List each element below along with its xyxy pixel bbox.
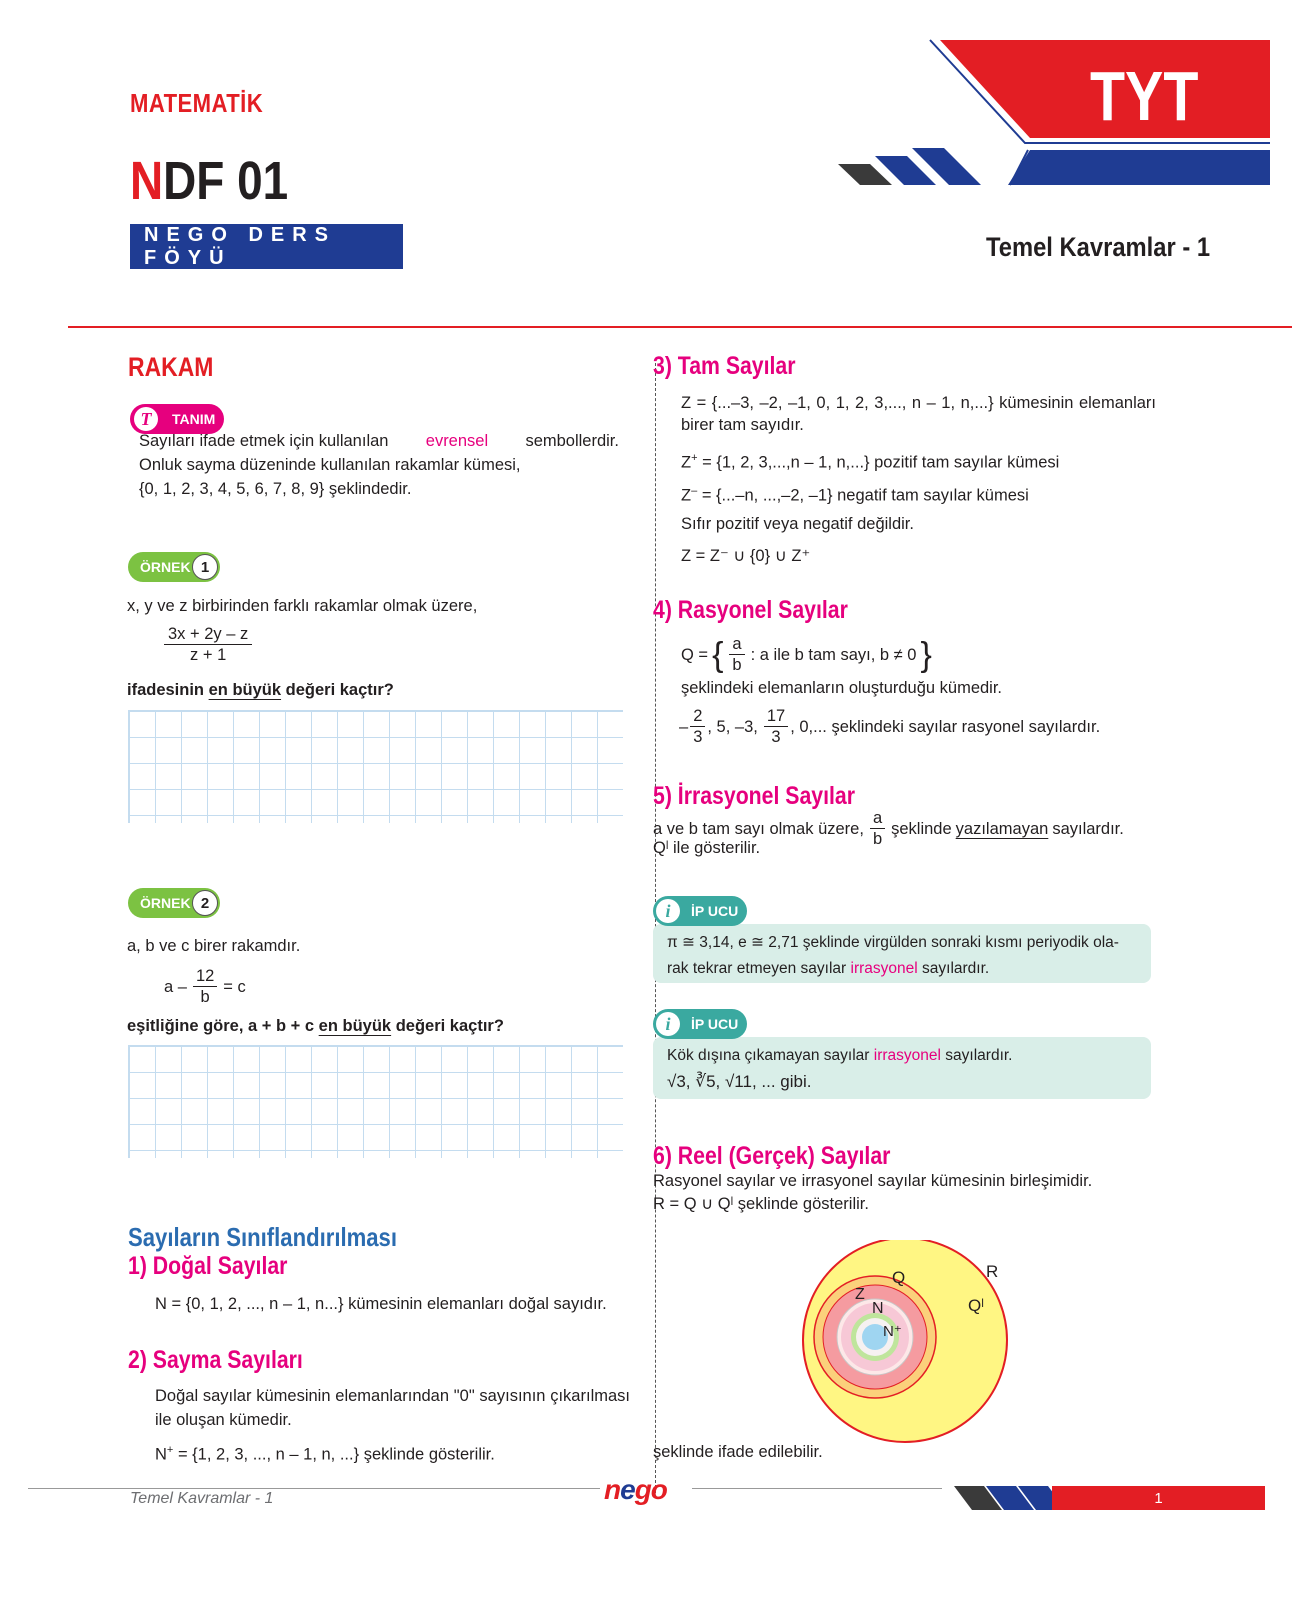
ornek-2-label: ÖRNEK [140,895,191,911]
tam-union: Z = Z⁻ ∪ {0} ∪ Z⁺ [681,547,811,565]
logo-part-2: e [620,1474,635,1505]
tip-1-line1: π ≅ 3,14, e ≅ 2,71 şeklinde virgülden sonraki kısmı periyodik ola- [667,934,1119,951]
ras-num: a [729,634,744,655]
venn-label-q: Q [892,1268,906,1287]
ras-ex-f1d: 3 [693,728,703,746]
rasyonel-line2: şeklindeki elemanların oluşturduğu kümedir. [681,679,1003,697]
ornek-1-numerator: 3x + 2y – z [164,624,252,645]
ornek-1-solution-grid[interactable] [128,710,623,823]
ras-ex-frac-2 [764,706,788,747]
ras-ex-prefix: – [679,717,689,736]
venn-label-n: N [872,1300,884,1317]
footer-stripes [950,1482,1060,1512]
ornek-1-number: 1 [192,554,218,580]
ornek-1-q1: ifadesinin [127,681,205,699]
tam-definition: Z = {...–3, –2, –1, 0, 1, 2, 3,..., n – 1, n,...} kümesinin elemanları birer tam sayıdır. [681,394,1156,434]
ornek-2-question [127,1014,504,1038]
ornek-1-pill [128,552,220,582]
ornek-2-frac [193,966,217,1007]
ornek-1-fraction [162,624,254,665]
tanim-text [139,429,619,501]
tip-2-text1: Kök dışına çıkamayan sayılar [667,1047,870,1064]
tip-2-label: İP UCU [691,1016,739,1032]
irr-frac [870,808,885,849]
tip-2-highlight: irrasyonel [873,1047,941,1064]
rasyonel-examples [679,706,1100,747]
tam-title: 3) Tam Sayılar [653,352,796,380]
reel-title: 6) Reel (Gerçek) Sayılar [653,1142,891,1170]
ornek-1-intro: x, y ve z birbirinden farklı rakamlar olmak üzere, [127,597,478,615]
classification-title: Sayıların Sınıflandırılması [128,1222,397,1252]
rasyonel-title: 4) Rasyonel Sayılar [653,596,848,624]
tip-1-line2 [667,956,1137,982]
topic-title: Temel Kavramlar - 1 [986,232,1211,262]
reel-line2: R = Q ∪ Qˡ şeklinde gösterilir. [653,1195,869,1213]
logo-part-1: n [604,1474,621,1505]
tip-2-text2: sayılardır. [945,1047,1013,1064]
info-icon: i [656,899,680,923]
sayma-set: N+ = {1, 2, 3, ..., n – 1, n, ...} şeklinde gösterilir. [155,1444,495,1464]
ornek-2-pill [128,888,220,918]
sayma-set-lhs: N [155,1445,167,1464]
irr-ul: yazılamayan [955,819,1049,838]
rasyonel-set [681,634,932,675]
irr-t2: şeklinde [891,819,952,838]
tam-neg-lhs: Z [681,486,692,505]
tanim-label: TANIM [172,411,216,427]
venn-label-z: Z [855,1286,865,1303]
document-code [130,150,288,212]
tip-2-pill [653,1009,747,1039]
dogal-title: 1) Doğal Sayılar [128,1252,288,1280]
nego-logo [604,1474,667,1506]
right-brace: } [920,635,932,674]
tyt-header-graphic [830,38,1270,188]
tanim-line1 [139,429,619,453]
irr-den: b [872,830,883,848]
tanim-icon: T [134,407,158,431]
navy-stripe [1008,150,1270,185]
venn-label-nplus: N⁺ [883,1323,902,1340]
subject-title: MATEMATİK [130,88,264,118]
ras-ex-f2n: 17 [764,706,788,727]
tam-zero-note: Sıfır pozitif veya negatif değildir. [681,515,914,533]
tam-pos-rhs: = {1, 2, 3,...,n – 1, n,...} pozitif tam sayılar kümesi [702,453,1060,472]
code-rest: DF 01 [163,151,289,211]
ornek-1-question [127,678,394,702]
ornek-1-q3: değeri kaçtır? [285,681,394,699]
footer-topic: Temel Kavramlar - 1 [130,1490,274,1507]
tam-neg-rhs: = {...–n, ...,–2, –1} negatif tam sayılar kümesi [701,486,1029,505]
tip-2-roots: √3, ∛5, √11, ... gibi. [667,1072,812,1091]
ras-q-lhs: Q = [681,645,709,664]
ornek-1-label: ÖRNEK [140,559,191,575]
stripe-1 [838,164,892,185]
tam-negative: Z– = {...–n, ...,–2, –1} negatif tam sayılar kümesi [681,485,1029,505]
tip-1-text3: sayılardır. [922,960,990,977]
ras-frac [729,634,744,675]
ornek-2-solution-grid[interactable] [128,1045,623,1158]
tip-1-highlight: irrasyonel [850,960,918,977]
header-divider [68,326,1292,328]
ornek-2-denominator: b [200,988,210,1006]
ras-ex-f1n: 2 [690,706,705,727]
ras-ex-mid: , 5, –3, [707,717,758,736]
ras-ex-f2d: 3 [771,728,781,746]
reel-line1: Rasyonel sayılar ve irrasyonel sayılar kümesinin birleşimidir. [653,1172,1093,1190]
ornek-1-denominator: z + 1 [190,646,227,664]
ornek-2-equation [164,966,246,1007]
dogal-text: N = {0, 1, 2, ..., n – 1, n...} kümesinin elemanları doğal sayıdır. [155,1295,607,1313]
ornek-2-eq-c: = c [223,977,246,996]
rakam-title: RAKAM [128,352,214,382]
tip-1-box [653,924,1151,983]
tanim-text-2: sembollerdir. [525,432,619,450]
page-number: 1 [1052,1486,1265,1510]
tanim-line2: Onluk sayma düzeninde kullanılan rakamlar kümesi, [139,456,521,474]
tam-positive: Z+ = {1, 2, 3,...,n – 1, n,...} pozitif tam sayılar kümesi [681,452,1060,472]
ornek-1-q2: en büyük [208,681,282,699]
ras-ex-tail: , 0,... şeklindeki sayılar rasyonel sayılardır. [790,717,1101,736]
exam-label: TYT [1090,57,1199,135]
tanim-highlight: evrensel [425,432,489,450]
sayma-text: Doğal sayılar kümesinin elemanlarından "0" sayısının çıkarılması ile oluşan kümedir. [155,1387,630,1429]
venn-label-q-irr: Qˡ [968,1296,984,1315]
irr-t1: a ve b tam sayı olmak üzere, [653,819,864,838]
irrasyonel-title: 5) İrrasyonel Sayılar [653,782,855,810]
sayma-set-rhs: = {1, 2, 3, ..., n – 1, n, ...} şeklinde gösterilir. [177,1445,495,1464]
logo-part-3: go [634,1474,667,1505]
footer-line-right [692,1488,942,1489]
ornek-2-intro: a, b ve c birer rakamdır. [127,937,301,955]
tip-2-line1 [667,1043,1137,1069]
ornek-2-q2: en büyük [318,1017,392,1035]
footer-line-left [28,1488,600,1489]
tip-2-box [653,1037,1151,1099]
tanim-text-1: Sayıları ifade etmek için kullanılan [139,432,389,450]
code-first-letter: N [130,151,164,211]
tanim-line3: {0, 1, 2, 3, 4, 5, 6, 7, 8, 9} şeklindedir. [139,480,412,498]
ornek-2-q1: eşitliğine göre, a + b + c [127,1017,315,1035]
ornek-2-q3: değeri kaçtır? [395,1017,504,1035]
ras-ex-frac-1 [690,706,705,747]
series-banner: NEGO DERS FÖYÜ [130,224,403,269]
ornek-2-eq-a: a – [164,977,187,996]
ras-den: b [732,656,742,674]
tip-1-label: İP UCU [691,903,739,919]
ornek-1-frac [164,624,252,665]
ornek-2-numerator: 12 [193,966,217,987]
tam-pos-lhs: Z [681,453,692,472]
venn-caption: şeklinde ifade edilebilir. [653,1443,823,1461]
irrasyonel-line2: Qˡ ile gösterilir. [653,839,761,857]
irr-num: a [870,808,885,829]
tip-1-text2: rak tekrar etmeyen sayılar [667,960,847,977]
venn-label-r: R [986,1262,999,1281]
tip-1-pill [653,896,747,926]
ornek-2-number: 2 [192,890,218,916]
info-icon: i [656,1012,680,1036]
ras-cond: : a ile b tam sayı, b ≠ 0 [750,645,917,664]
irr-t3: sayılardır. [1052,819,1124,838]
left-brace: { [712,635,724,674]
sayma-title: 2) Sayma Sayıları [128,1346,303,1374]
